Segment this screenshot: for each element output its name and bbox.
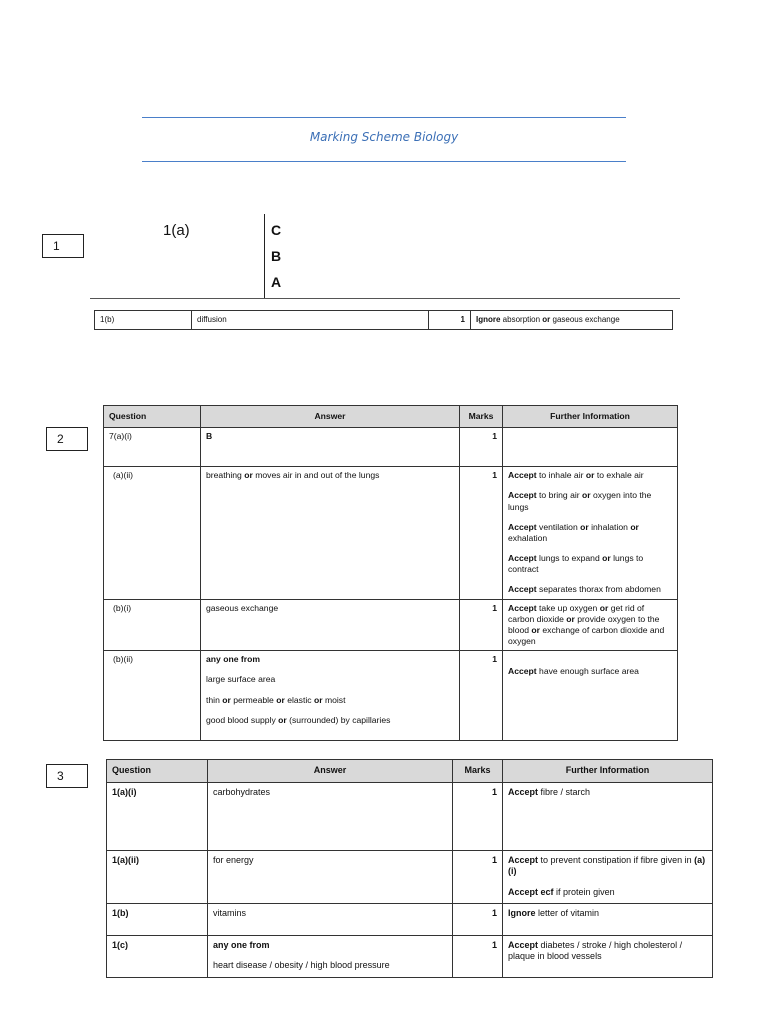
marks-cell: 1 [460,467,503,599]
marks-cell: 1 [453,782,503,850]
info-cell: Accept fibre / starch [503,782,713,850]
col-question-header: Question [107,760,208,783]
col-question-header: Question [104,406,201,428]
info-cell: Accept take up oxygen or get rid of carbon dioxide or provide oxygen to the blood or exchange of carbon dioxide and oxygen [503,599,678,651]
table-row [104,428,678,467]
header-top-rule [142,117,626,118]
answer-cell: breathing or moves air in and out of the lungs [201,467,460,599]
section-1-number: 1 [42,234,84,258]
question-cell: 1(c) [107,935,208,977]
col-answer-header: Answer [201,406,460,428]
info-cell: Accept to inhale air or to exhale air Accept to bring air or oxygen into the lungs Accept ventilation or inhalation or exhalation Accept lungs to expand or lungs to contract Accept separates thorax from abdomen [503,467,678,599]
table-row [104,599,678,651]
answer-cell: for energy [208,850,453,903]
q1a-label: 1(a) [163,222,190,239]
table-header-row [107,760,713,783]
marks-cell: 1 [460,599,503,651]
table-row [104,651,678,741]
header-title: Marking Scheme Biology [309,130,459,144]
info-cell: Accept have enough surface area [503,651,678,741]
table-row [107,782,713,850]
answer-cell: carbohydrates [208,782,453,850]
answer-cell: gaseous exchange [201,599,460,651]
q1a-answer-2: B [271,248,282,264]
header-bottom-rule [142,161,626,162]
question-cell: (a)(ii) [104,467,201,599]
marks-cell: 1 [453,903,503,935]
col-info-header: Further Information [503,760,713,783]
question-cell: 1(b) [107,903,208,935]
table-row [107,935,713,977]
q3-table [106,759,713,978]
question-cell: 1(a)(ii) [107,850,208,903]
table-row [104,467,678,599]
table-row [107,903,713,935]
table-row [107,850,713,903]
marks-cell: 1 [453,935,503,977]
marks-cell: 1 [453,850,503,903]
q1a-answer-1: C [271,222,282,238]
section-3-number: 3 [46,764,88,788]
question-cell: (b)(ii) [104,651,201,741]
table-row [95,311,673,330]
info-cell [503,428,678,467]
col-marks-header: Marks [453,760,503,783]
q1a-answer-3: A [271,274,282,290]
info-cell: Accept to prevent constipation if fibre given in (a)(i) Accept ecf if protein given [503,850,713,903]
q1b-info: Ignore absorption or gaseous exchange [471,311,673,330]
info-cell: Accept diabetes / stroke / high cholesterol / plaque in blood vessels [503,935,713,977]
q1a-bottom-rule [90,298,680,299]
q1b-answer: diffusion [192,311,429,330]
answer-cell: any one from heart disease / obesity / high blood pressure [208,935,453,977]
table-header-row [104,406,678,428]
section-2-number: 2 [46,427,88,451]
info-cell: Ignore letter of vitamin [503,903,713,935]
col-marks-header: Marks [460,406,503,428]
marks-cell: 1 [460,428,503,467]
question-cell: (b)(i) [104,599,201,651]
q1b-table [94,310,673,330]
question-cell: 1(a)(i) [107,782,208,850]
q1a-divider [264,214,265,298]
marks-cell: 1 [460,651,503,741]
q1b-marks: 1 [429,311,471,330]
col-info-header: Further Information [503,406,678,428]
answer-cell: vitamins [208,903,453,935]
answer-cell: any one from large surface area thin or permeable or elastic or moist good blood supply or (surrounded) by capillaries [201,651,460,741]
q1b-question: 1(b) [95,311,192,330]
col-answer-header: Answer [208,760,453,783]
q2-table [103,405,678,741]
question-cell: 7(a)(i) [104,428,201,467]
answer-cell: B [201,428,460,467]
